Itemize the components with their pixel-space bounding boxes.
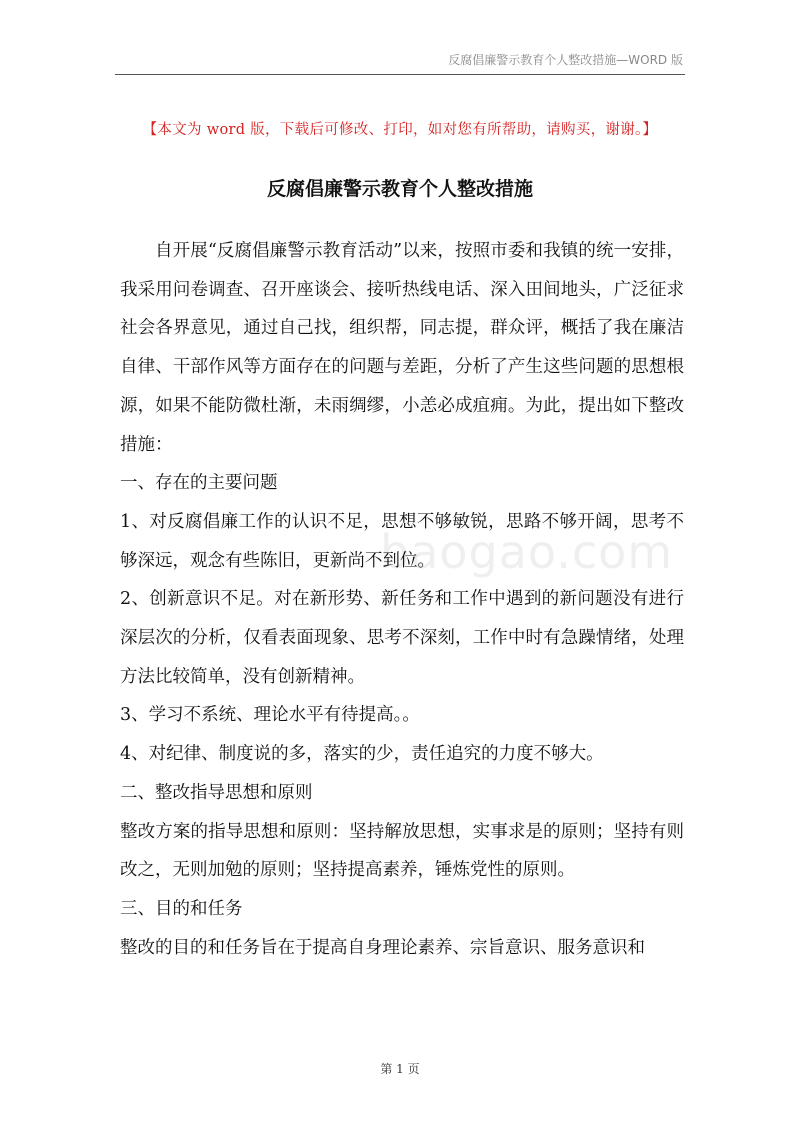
page-number: 第 1 页	[380, 1062, 420, 1076]
document-body	[120, 232, 684, 967]
intro-paragraph: 自开展“反腐倡廉警示教育活动”以来，按照市委和我镇的统一安排，我采用问卷调查、召开座谈会、接听热线电话、深入田间地头，广泛征求社会各界意见，通过自己找，组织帮，同志提，群众评，概括了我在廉洁自律、干部作风等方面存在的问题与差距，分析了产生这些问题的思想根源，如果不能防微杜渐，未雨绸缪，小恙必成疽痈。为此，提出如下整改措施：	[120, 241, 684, 455]
section-heading-1: 一、存在的主要问题	[120, 473, 278, 494]
goals-paragraph: 整改的目的和任务旨在于提高自身理论素养、宗旨意识、服务意识和	[120, 937, 645, 958]
issue-item-1: 1、对反腐倡廉工作的认识不足，思想不够敏锐，思路不够开阔，思考不够深远，观念有些陈旧，更新尚不到位。	[120, 511, 684, 571]
download-notice: 【本文为 word 版，下载后可修改、打印，如对您有所帮助，请购买，谢谢。】	[142, 122, 658, 138]
issue-item-3: 3、学习不系统、理论水平有待提高。。	[120, 705, 420, 726]
running-header: 反腐倡廉警示教育个人整改措施—WORD 版	[115, 52, 685, 75]
section-heading-3: 三、目的和任务	[120, 898, 243, 919]
issue-item-4: 4、对纪律、制度说的多，落实的少，责任追究的力度不够大。	[120, 744, 604, 765]
section-heading-2: 二、整改指导思想和原则	[120, 782, 313, 803]
principles-paragraph: 整改方案的指导思想和原则：坚持解放思想，实事求是的原则；坚持有则改之，无则加勉的原则；坚持提高素养，锤炼党性的原则。	[120, 821, 684, 881]
document-title: 反腐倡廉警示教育个人整改措施	[266, 178, 533, 200]
issue-item-2: 2、创新意识不足。对在新形势、新任务和工作中遇到的新问题没有进行深层次的分析，仅看表面现象、思考不深刻，工作中时有急躁情绪，处理方法比较简单，没有创新精神。	[120, 589, 684, 687]
watermark: baogao.com	[380, 525, 674, 579]
